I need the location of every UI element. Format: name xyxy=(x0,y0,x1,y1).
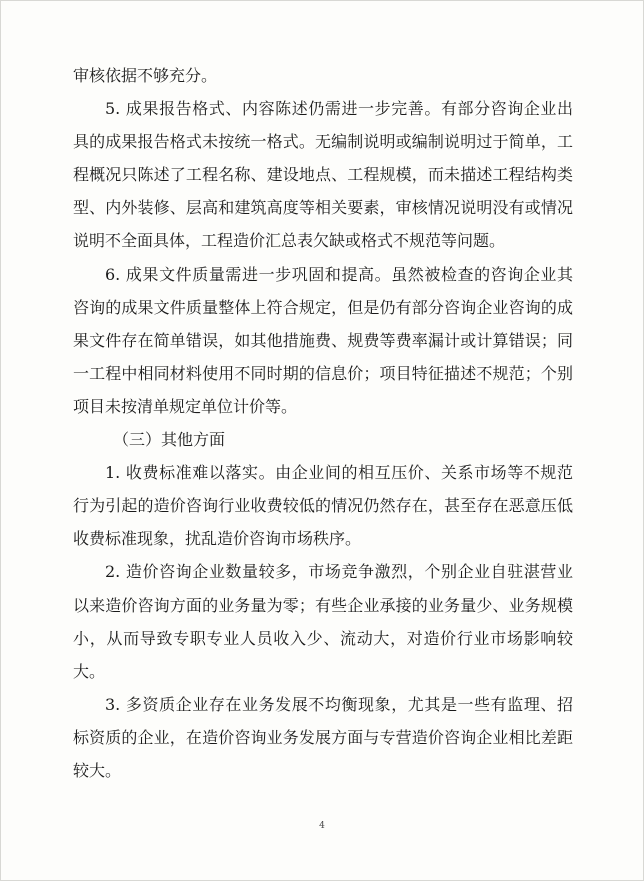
paragraph-multi-qualification: 3. 多资质企业存在业务发展不均衡现象，尤其是一些有监理、招标资质的企业，在造价咨询业务发展方面与专营造价咨询企业相比差距较大。 xyxy=(73,694,573,780)
document-body xyxy=(73,59,573,787)
page-number: 4 xyxy=(319,821,325,831)
paragraph-market-competition: 2. 造价咨询企业数量较多，市场竞争激烈，个别企业自驻湛营业以来造价咨询方面的业务量为零；有些企业承接的业务量少、业务规模小，从而导致专职专业人员收入少、流动大，对造价行业市场影响较大。 xyxy=(73,562,573,681)
paragraph-fee-standard: 1. 收费标准难以落实。由企业间的相互压价、关系市场等不规范行为引起的造价咨询行业收费较低的情况仍然存在，甚至存在恶意压低收费标准现象，扰乱造价咨询市场秩序。 xyxy=(73,463,573,549)
paragraph-continuation: 审核依据不够充分。 xyxy=(73,66,218,85)
paragraph-file-quality: 6. 成果文件质量需进一步巩固和提高。虽然被检查的咨询企业其咨询的成果文件质量整体上符合规定，但是仍有部分咨询企业咨询的成果文件存在简单错误，如其他措施费、规费等费率漏计或计算错误；同一工程中相同材料使用不同时期的信息价；项目特征描述不规范；个别项目未按清单规定单位计价等。 xyxy=(73,264,573,416)
section-heading-other-aspects: （三）其他方面 xyxy=(113,430,226,450)
paragraph-report-format: 5. 成果报告格式、内容陈述仍需进一步完善。有部分咨询企业出具的成果报告格式未按统一格式。无编制说明或编制说明过于简单，工程概况只陈述了工程名称、建设地点、工程规模，而未描述工程结构类型、内外装修、层高和建筑高度等相关要素，审核情况说明没有或情况说明不全面具体，工程造价汇总表欠缺或格式不规范等问题。 xyxy=(73,99,573,251)
